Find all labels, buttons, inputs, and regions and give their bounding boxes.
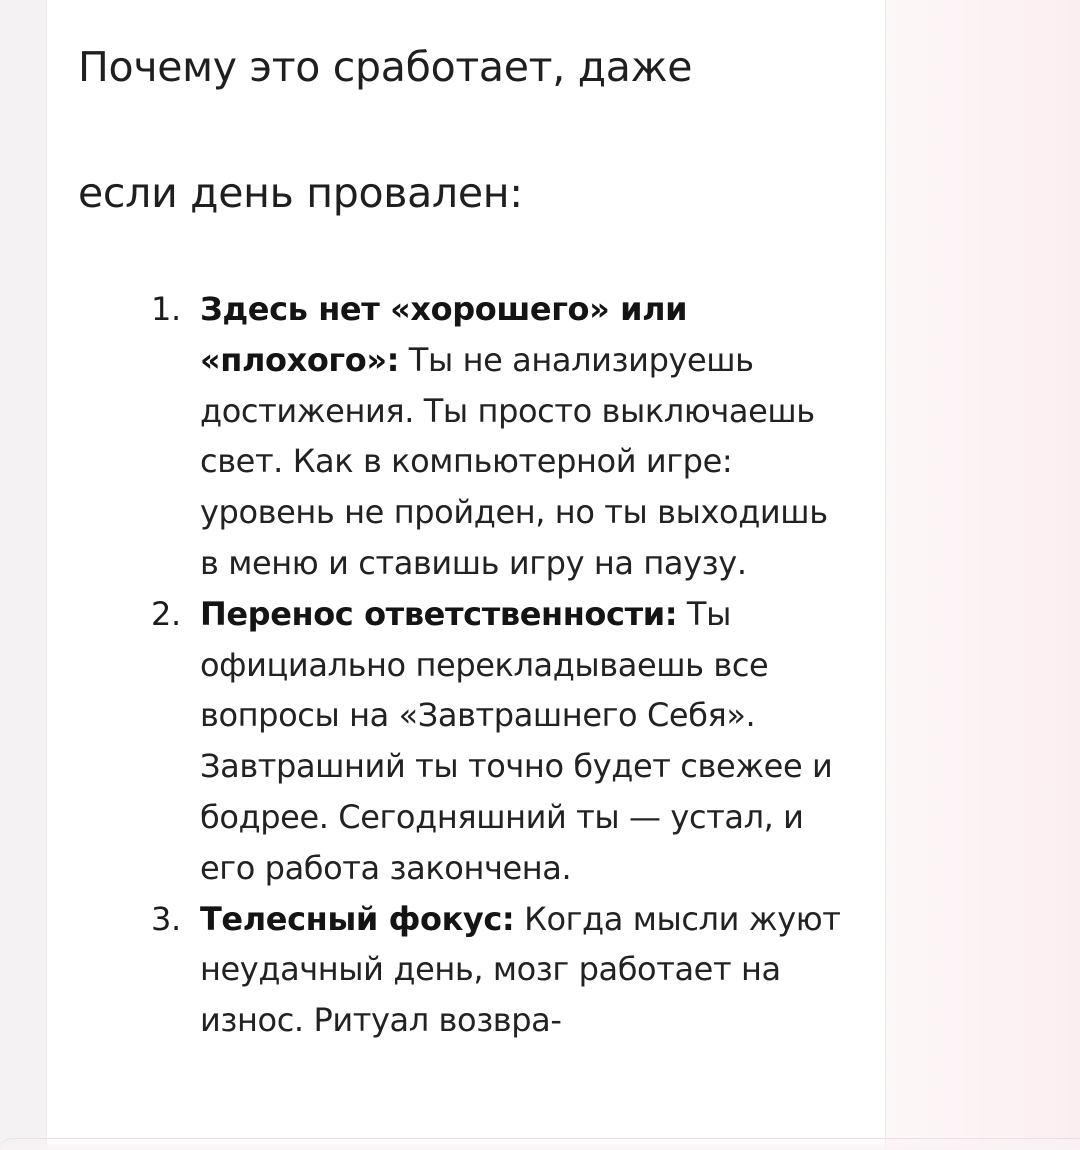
list-item — [151, 894, 851, 1046]
section-heading-line-1: Почему это сработает, даже — [78, 43, 693, 91]
section-heading-line-2: если день провален: — [78, 169, 523, 217]
list-item-title: Телесный фокус: — [200, 899, 515, 938]
bottom-sheet-edge — [0, 1138, 1080, 1150]
list-item-body — [200, 284, 851, 589]
reasons-list — [151, 284, 851, 1046]
list-item-number: 1. — [151, 290, 181, 328]
list-item-text: Ты официально перекладываешь все вопросы на «Завтрашнего Себя». Завтрашний ты точно будет свежее и бодрее. Сегодняшний ты — устал, и его работа закончена. — [200, 594, 833, 887]
article-card — [47, 0, 885, 1149]
list-item — [151, 284, 851, 589]
list-item-number: 3. — [151, 899, 181, 938]
list-item-text: Ты не анализируешь достижения. Ты просто выключаешь свет. Как в компьютерной игре: уровень не пройден, но ты выходишь в меню и ставишь игру на паузу. — [200, 340, 828, 582]
list-item-title: Здесь нет «хорошего» или «плохого»: — [200, 290, 688, 379]
list-item-text: Когда мысли жуют неудачный день, мозг работает на износ. Ритуал возвра- — [200, 899, 841, 1040]
list-item-number: 2. — [151, 594, 181, 633]
section-heading — [78, 4, 858, 256]
list-item-body — [200, 894, 851, 1046]
list-item-title: Перенос ответственности: — [200, 594, 678, 633]
list-item — [151, 589, 851, 894]
list-item-body — [200, 589, 851, 894]
